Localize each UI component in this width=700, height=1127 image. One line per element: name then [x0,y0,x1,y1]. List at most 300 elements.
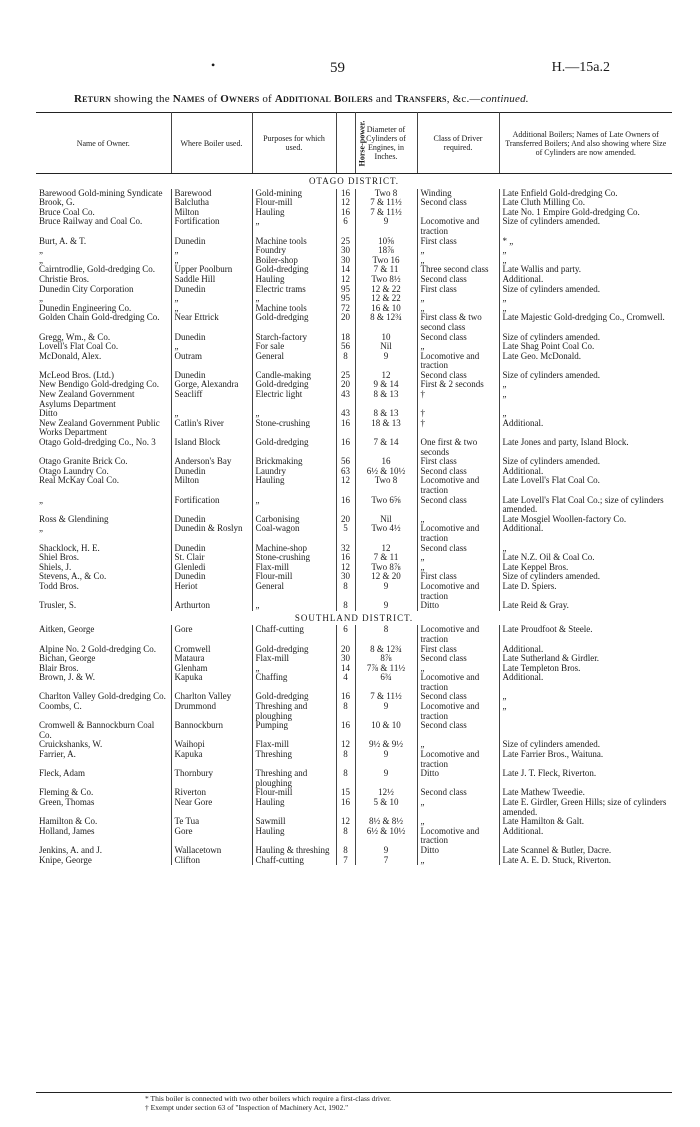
cell-horsepower: 25 [336,371,355,381]
cell-purpose: Electric light [252,390,336,409]
cell-horsepower: 12 [336,476,355,495]
cell-remarks: „ [502,390,507,400]
cell-driver: Second class [417,788,499,798]
district-heading-row [36,174,672,189]
cell-owner: New Zealand Government Public Works Department [36,419,171,438]
cell-horsepower: 20 [336,515,355,525]
cell-remarks: Additional. [502,466,544,476]
cell-where: Upper Poolburn [171,265,252,275]
table-row [36,654,672,664]
table-row [36,275,672,285]
cell-purpose: Carbonising [252,515,336,525]
cell-horsepower: 16 [336,419,355,438]
cell-purpose: Electric trams [252,285,336,295]
cell-remarks: Late Sutherland & Girdler. [502,654,599,664]
cell-remarks: Late Cluth Milling Co. [502,198,585,208]
table-row [36,664,672,674]
table-title [74,93,634,105]
table-row [36,237,672,247]
cell-driver: Second class [417,544,499,554]
cell-driver: First class [417,572,499,582]
cell-remarks: Late Farrier Bros., Waituna. [502,750,604,760]
cell-owner: Cairntrodlie, Gold-dredging Co. [36,265,171,275]
cell-purpose: Threshing and ploughing [252,769,336,788]
cell-owner: Shacklock, H. E. [36,544,171,554]
cell-where: Glenham [171,664,252,674]
title-text-4: and [372,93,396,105]
cell-purpose: Gold-mining [252,189,336,199]
cell-driver: „ [417,740,499,750]
cell-driver: Locomotive and traction [417,476,499,495]
cell-where: „ [171,342,252,352]
cell-diameter: 7 & 11½ [355,198,417,208]
cell-purpose: Flour-mill [252,572,336,582]
cell-horsepower: 72 [336,304,355,314]
cell-driver: Locomotive and traction [417,673,499,692]
cell-diameter: 8 & 13 [355,390,417,409]
cell-where: Kapuka [171,750,252,769]
cell-diameter: 9 [355,750,417,769]
cell-owner: Lovell's Flat Coal Co. [36,342,171,352]
cell-driver: Locomotive and traction [417,217,499,236]
cell-where: Saddle Hill [171,275,252,285]
cell-owner: „ [36,294,171,304]
cell-purpose: For sale [252,342,336,352]
cell-purpose: Hauling [252,476,336,495]
cell-driver: „ [417,856,499,866]
table-row [36,208,672,218]
cell-purpose: „ [252,294,336,304]
cell-driver: „ [417,246,499,256]
cell-purpose: Coal-wagon [252,524,336,543]
cell-remarks: Late Lovell's Flat Coal Co.; size of cylinders amended. [502,495,664,515]
cell-horsepower: 30 [336,572,355,582]
cell-remarks: „ [502,246,507,256]
cell-horsepower: 30 [336,654,355,664]
cell-diameter: 9 [355,846,417,856]
table-body [36,174,672,866]
table-row [36,740,672,750]
cell-owner: „ [36,256,171,266]
table-row [36,582,672,601]
cell-diameter: Two 6⅝ [355,496,417,515]
table-row [36,544,672,554]
title-text-1: showing the [111,93,173,105]
cell-diameter: 6½ & 10½ [355,467,417,477]
cell-where: „ [171,246,252,256]
cell-purpose: „ [252,217,336,236]
cell-horsepower: 12 [336,563,355,573]
table-row [36,553,672,563]
cell-horsepower: 20 [336,380,355,390]
title-continued: continued. [480,93,529,105]
cell-horsepower: 20 [336,645,355,655]
cell-diameter: 7 & 11½ [355,208,417,218]
cell-where: Fortification [171,496,252,515]
table-row [36,563,672,573]
cell-purpose: Gold-dredging [252,438,336,457]
cell-where: Heriot [171,582,252,601]
title-additional: Additional Boilers [274,93,373,105]
cell-where: Barewood [171,189,252,199]
table-row [36,692,672,702]
cell-owner: Cromwell & Bannockburn Coal Co. [36,721,171,740]
cell-horsepower: 14 [336,664,355,674]
cell-purpose: Flour-mill [252,198,336,208]
cell-where: Dunedin [171,333,252,343]
cell-driver: Second class [417,371,499,381]
cell-owner: Brook, G. [36,198,171,208]
cell-horsepower: 43 [336,409,355,419]
cell-purpose: Threshing [252,750,336,769]
table-row [36,198,672,208]
cell-horsepower: 16 [336,438,355,457]
cell-owner: Ditto [36,409,171,419]
cell-horsepower: 4 [336,673,355,692]
title-text-3: of [259,93,275,105]
cell-horsepower: 12 [336,198,355,208]
cell-driver: „ [417,664,499,674]
cell-purpose: „ [252,601,336,611]
cell-driver: † [417,390,499,409]
cell-horsepower: 8 [336,601,355,611]
cell-diameter: 7 & 11 [355,553,417,563]
cell-owner: Otago Granite Brick Co. [36,457,171,467]
cell-remarks: Size of cylinders amended. [502,284,600,294]
cell-driver: First class [417,457,499,467]
district-heading-row [36,611,672,626]
cell-diameter: Two 16 [355,256,417,266]
cell-diameter: 8 & 13 [355,409,417,419]
cell-where: „ [171,294,252,304]
cell-driver: Second class [417,692,499,702]
cell-owner: Dunedin Engineering Co. [36,304,171,314]
cell-horsepower: 14 [336,265,355,275]
cell-remarks: Late Enfield Gold-dredging Co. [502,188,618,198]
table-row [36,304,672,314]
cell-where: Dunedin [171,237,252,247]
table-row [36,476,672,495]
cell-where: Arthurton [171,601,252,611]
cell-purpose: „ [252,664,336,674]
cell-purpose: Foundry [252,246,336,256]
cell-horsepower: 8 [336,582,355,601]
cell-owner: Christie Bros. [36,275,171,285]
table-row [36,645,672,655]
footnote-asterisk: * This boiler is connected with two other boilers which require a first-class driver. [145,1094,392,1103]
cell-where: Dunedin [171,467,252,477]
cell-horsepower: 6 [336,625,355,644]
cell-remarks: Additional. [502,274,544,284]
cell-driver: „ [417,563,499,573]
table-header-row [36,113,672,174]
table-row [36,285,672,295]
cell-remarks: „ [502,294,507,304]
cell-diameter: 9 [355,352,417,371]
page-number: 59 [330,60,345,76]
cell-driver: „ [417,515,499,525]
cell-horsepower: 8 [336,352,355,371]
cell-remarks: Additional. [502,826,544,836]
cell-remarks: Late Hamilton & Galt. [502,817,584,827]
cell-where: Catlin's River [171,419,252,438]
cell-driver: Second class [417,198,499,208]
cell-remarks: „ [502,692,507,702]
page-mark: • [211,58,216,72]
cell-driver: „ [417,304,499,314]
table-row [36,625,672,644]
cell-diameter: 10 & 10 [355,721,417,740]
cell-where: Near Gore [171,798,252,817]
cell-remarks: Late Majestic Gold-dredging Co., Cromwell. [502,313,665,323]
cell-driver: Locomotive and traction [417,827,499,846]
cell-where: Dunedin & Roslyn [171,524,252,543]
cell-driver: „ [417,817,499,827]
cell-horsepower: 16 [336,553,355,563]
table-row [36,380,672,390]
table-row [36,217,672,236]
table-row [36,342,672,352]
footnote-dagger: † Exempt under section 63 of "Inspection of Machinery Act, 1902." [145,1103,349,1112]
boiler-table [36,112,672,865]
cell-purpose: Hauling [252,798,336,817]
cell-driver: One first & two seconds [417,438,499,457]
cell-remarks: Additional. [502,644,544,654]
district-heading: OTAGO DISTRICT. [308,176,400,186]
cell-horsepower: 20 [336,313,355,332]
cell-owner: Shiels, J. [36,563,171,573]
cell-remarks: Additional. [502,418,544,428]
document-reference: H.—15a.2 [551,60,610,75]
cell-where: Dunedin [171,515,252,525]
cell-where: Outram [171,352,252,371]
cell-owner: New Zealand Government Asylums Department [36,390,171,409]
table-row [36,846,672,856]
cell-horsepower: 16 [336,692,355,702]
cell-diameter: 8 & 12¾ [355,313,417,332]
table-row [36,750,672,769]
cell-owner: Bruce Railway and Coal Co. [36,217,171,236]
table-row [36,601,672,611]
cell-owner: Charlton Valley Gold-dredging Co. [36,692,171,702]
cell-purpose: Machine tools [252,237,336,247]
cell-where: Thornbury [171,769,252,788]
cell-horsepower: 7 [336,856,355,866]
cell-remarks: Late Lovell's Flat Coal Co. [502,476,600,486]
cell-horsepower: 16 [336,798,355,817]
cell-diameter: 9 [355,769,417,788]
cell-remarks: „ [502,409,507,419]
cell-purpose: „ [252,409,336,419]
cell-where: Riverton [171,788,252,798]
cell-remarks: Additional. [502,673,544,683]
cell-diameter: Two 8 [355,476,417,495]
col-diameter: Diameter of Cylinders of Engines, in Inches. [355,113,417,174]
cell-where: Mataura [171,654,252,664]
cell-purpose: Flour-mill [252,788,336,798]
cell-diameter: 8 [355,625,417,644]
cell-driver: Second class [417,333,499,343]
cell-purpose: Gold-dredging [252,265,336,275]
cell-remarks: „ [502,255,507,265]
cell-where: Glenledi [171,563,252,573]
cell-where: Fortification [171,217,252,236]
col-owner: Name of Owner. [36,113,171,174]
cell-diameter: 8 & 12¾ [355,645,417,655]
cell-owner: McDonald, Alex. [36,352,171,371]
cell-horsepower: 30 [336,256,355,266]
cell-where: Milton [171,208,252,218]
cell-diameter: Two 8⅞ [355,563,417,573]
cell-where: Dunedin [171,371,252,381]
cell-owner: Green, Thomas [36,798,171,817]
cell-diameter: 9½ & 9½ [355,740,417,750]
cell-where: Clifton [171,856,252,866]
title-prefix: Return [74,93,112,105]
cell-owner: Blair Bros. [36,664,171,674]
cell-diameter: 7 & 11 [355,265,417,275]
cell-where: „ [171,409,252,419]
cell-driver: Locomotive and traction [417,625,499,644]
cell-horsepower: 25 [336,237,355,247]
cell-purpose: Hauling [252,827,336,846]
table-row [36,390,672,409]
cell-horsepower: 12 [336,817,355,827]
cell-where: Te Tua [171,817,252,827]
cell-remarks: Late Mathew Tweedie. [502,788,585,798]
cell-where: Gorge, Alexandra [171,380,252,390]
cell-driver: First class [417,645,499,655]
cell-purpose: Stone-crushing [252,419,336,438]
cell-remarks: Size of cylinders amended. [502,740,600,750]
cell-remarks: Late N.Z. Oil & Coal Co. [502,553,595,563]
table-row [36,524,672,543]
cell-where: Wallacetown [171,846,252,856]
cell-remarks: * „ [502,236,514,246]
cell-horsepower: 30 [336,246,355,256]
district-heading: SOUTHLAND DISTRICT. [294,612,414,623]
cell-purpose: Machine tools [252,304,336,314]
cell-diameter: 7⅞ & 11½ [355,664,417,674]
cell-driver: Second class [417,721,499,740]
cell-owner: Dunedin City Corporation [36,285,171,295]
cell-where: St. Clair [171,553,252,563]
cell-owner: Alpine No. 2 Gold-dredging Co. [36,645,171,655]
cell-horsepower: 12 [336,740,355,750]
cell-purpose: Stone-crushing [252,553,336,563]
table-row [36,438,672,457]
cell-driver: Ditto [417,769,499,788]
cell-where: Bannockburn [171,721,252,740]
cell-purpose: Gold-dredging [252,692,336,702]
cell-where: Seacliff [171,390,252,409]
title-owners: Owners [220,93,260,105]
cell-where: Anderson's Bay [171,457,252,467]
table-row [36,294,672,304]
cell-purpose: Threshing and ploughing [252,702,336,721]
cell-owner: Coombs, C. [36,702,171,721]
table-row [36,788,672,798]
cell-driver: Second class [417,275,499,285]
footnote-rule [36,1092,672,1093]
table-row [36,496,672,515]
cell-owner: Otago Laundry Co. [36,467,171,477]
table-row [36,246,672,256]
cell-diameter: 16 [355,457,417,467]
cell-purpose: Flax-mill [252,563,336,573]
cell-driver: First class & two second class [417,313,499,332]
cell-remarks: „ [502,380,507,390]
cell-remarks: Late Geo. McDonald. [502,351,581,361]
table-row [36,702,672,721]
cell-horsepower: 8 [336,702,355,721]
cell-owner: Bruce Coal Co. [36,208,171,218]
cell-remarks: Size of cylinders amended. [502,217,600,227]
cell-purpose: Laundry [252,467,336,477]
cell-diameter: 9 [355,601,417,611]
cell-where: Waihopi [171,740,252,750]
cell-diameter: 9 [355,217,417,236]
cell-where: Balclutha [171,198,252,208]
cell-purpose: Hauling & threshing [252,846,336,856]
cell-purpose: Starch-factory [252,333,336,343]
col-horsepower-label: Horse-power. [356,120,366,166]
cell-owner: Shiel Bros. [36,553,171,563]
cell-owner: Bichan, George [36,654,171,664]
cell-diameter: 7 [355,856,417,866]
cell-remarks: Late Shag Point Coal Co. [502,342,595,352]
cell-remarks: Size of cylinders amended. [502,457,600,467]
cell-remarks: Size of cylinders amended. [502,332,600,342]
cell-purpose: Chaffing [252,673,336,692]
cell-owner: Ross & Glendining [36,515,171,525]
cell-driver: Locomotive and traction [417,524,499,543]
cell-diameter: 12 & 22 [355,294,417,304]
cell-remarks: Late Proudfoot & Steele. [502,625,593,635]
cell-purpose: Chaff-cutting [252,856,336,866]
cell-driver: „ [417,798,499,817]
col-where: Where Boiler used. [171,113,252,174]
table-row [36,352,672,371]
cell-remarks: Size of cylinders amended. [502,572,600,582]
cell-purpose: Hauling [252,275,336,285]
cell-remarks: Late Jones and party, Island Block. [502,438,629,448]
cell-purpose: Gold-dredging [252,645,336,655]
cell-purpose: General [252,582,336,601]
title-text-5: , &c.— [446,93,481,105]
cell-owner: „ [36,496,171,515]
cell-remarks: Late Keppel Bros. [502,562,569,572]
cell-remarks: Late A. E. D. Stuck, Riverton. [502,855,611,865]
cell-owner: New Bendigo Gold-dredging Co. [36,380,171,390]
cell-where: Dunedin [171,285,252,295]
cell-purpose: Sawmill [252,817,336,827]
cell-owner: Holland, James [36,827,171,846]
table-row [36,798,672,817]
cell-diameter: 16 & 10 [355,304,417,314]
table-row [36,419,672,438]
cell-driver: Second class [417,467,499,477]
cell-purpose: Boiler-shop [252,256,336,266]
cell-driver: † [417,409,499,419]
cell-purpose: Gold-dredging [252,380,336,390]
cell-driver: Locomotive and traction [417,582,499,601]
cell-horsepower: 63 [336,467,355,477]
cell-horsepower: 95 [336,285,355,295]
table-row [36,265,672,275]
cell-horsepower: 43 [336,390,355,409]
cell-horsepower: 8 [336,750,355,769]
